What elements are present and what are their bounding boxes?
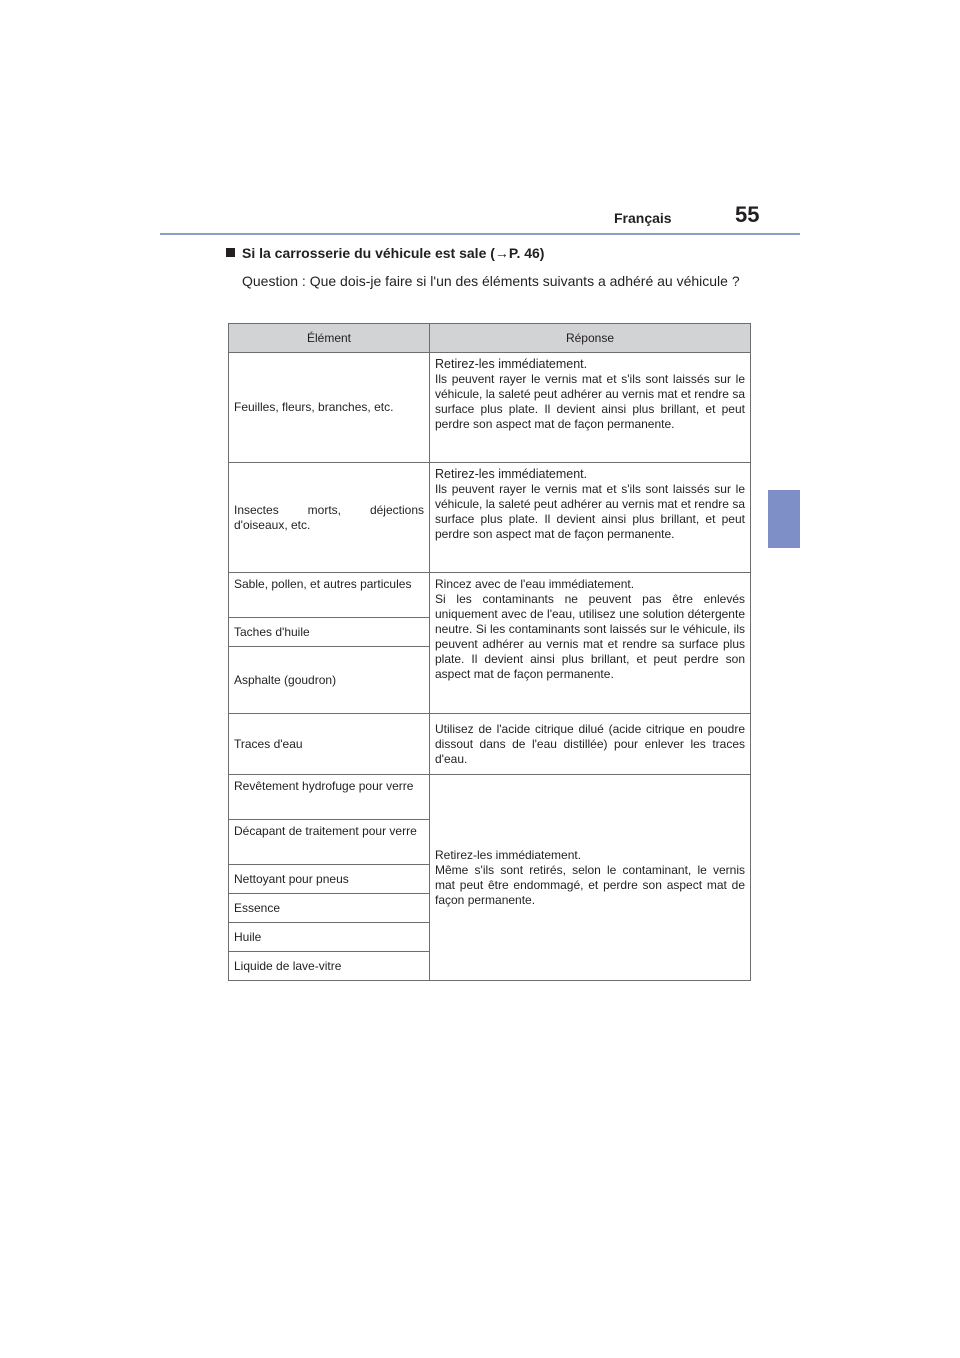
table-row: [229, 353, 751, 463]
response-body: Si les contaminants ne peuvent pas être enlevés uniquement avec de l'eau, utilisez une solution détergente neutre. Si les contaminants sont laissés sur le véhicule, ils peuvent adhérer au vernis mat et rendre sa surface plus plate. Il devient ainsi plus brillant, et peut perdre son aspect mat de façon permanente.: [435, 592, 745, 681]
section-title-text: Si la carrosserie du véhicule est sale (→P. 46): [242, 245, 545, 261]
page-number: 55: [735, 202, 760, 227]
item-oil: Huile: [229, 923, 430, 952]
header-element: Élément: [229, 324, 430, 353]
square-bullet-icon: [226, 248, 235, 257]
question-text: Question : Que dois-je faire si l'un des éléments suivants a adhéré au véhicule ?: [242, 273, 740, 289]
section-title: [226, 245, 544, 261]
table-row: [229, 714, 751, 775]
item-sand: Sable, pollen, et autres particules: [229, 573, 430, 618]
item-tire-cleaner: Nettoyant pour pneus: [229, 865, 430, 894]
item-asphalt: Asphalte (goudron): [229, 647, 430, 714]
chapter-tab: [768, 490, 800, 548]
item-oil-stains: Taches d'huile: [229, 618, 430, 647]
header-response: Réponse: [430, 324, 751, 353]
header-rule: [160, 233, 800, 235]
item-gasoline: Essence: [229, 894, 430, 923]
table-row: [229, 775, 751, 820]
response-rinse: [430, 573, 751, 714]
response-body: Même s'ils sont retirés, selon le contaminant, le vernis mat peut être endommagé, et perdre son aspect mat de façon permanente.: [435, 862, 745, 907]
response-chemicals: [430, 775, 751, 981]
response-lead: Retirez-les immédiatement.: [435, 847, 582, 862]
item-water-repellent: Revêtement hydrofuge pour verre: [229, 775, 430, 820]
response-lead: Retirez-les immédiatement.: [435, 467, 588, 481]
header-language: Français: [614, 210, 672, 226]
response-body: Ils peuvent rayer le vernis mat et s'ils sont laissés sur le véhicule, la saleté peut adhérer au vernis mat et rendre sa surface plus plate. Il devient ainsi plus brillant, et peut perdre son aspect mat de façon permanente.: [435, 482, 745, 541]
table-header-row: [229, 324, 751, 353]
table-row: [229, 463, 751, 573]
item-water-traces: Traces d'eau: [229, 714, 430, 775]
item-washer-fluid: Liquide de lave-vitre: [229, 952, 430, 981]
response-lead: Retirez-les immédiatement.: [435, 357, 588, 371]
response-body: Ils peuvent rayer le vernis mat et s'ils sont laissés sur le véhicule, la saleté peut adhérer au vernis mat et rendre sa surface plus plate. Il devient ainsi plus brillant, et peut perdre son aspect mat de façon permanente.: [435, 372, 745, 431]
care-table: [228, 323, 751, 981]
item-glass-stripper: Décapant de traitement pour verre: [229, 820, 430, 865]
response-water-traces: Utilisez de l'acide citrique dilué (acide citrique en poudre dissout dans de l'eau distillée) pour enlever les traces d'eau.: [430, 714, 751, 775]
response-insects: [430, 463, 751, 573]
response-lead: Rincez avec de l'eau immédiatement.: [435, 577, 635, 591]
item-leaves: Feuilles, fleurs, branches, etc.: [229, 353, 430, 463]
item-insects: Insectes morts, déjections d'oiseaux, etc.: [229, 463, 430, 573]
response-leaves: [430, 353, 751, 463]
table-row: [229, 573, 751, 618]
